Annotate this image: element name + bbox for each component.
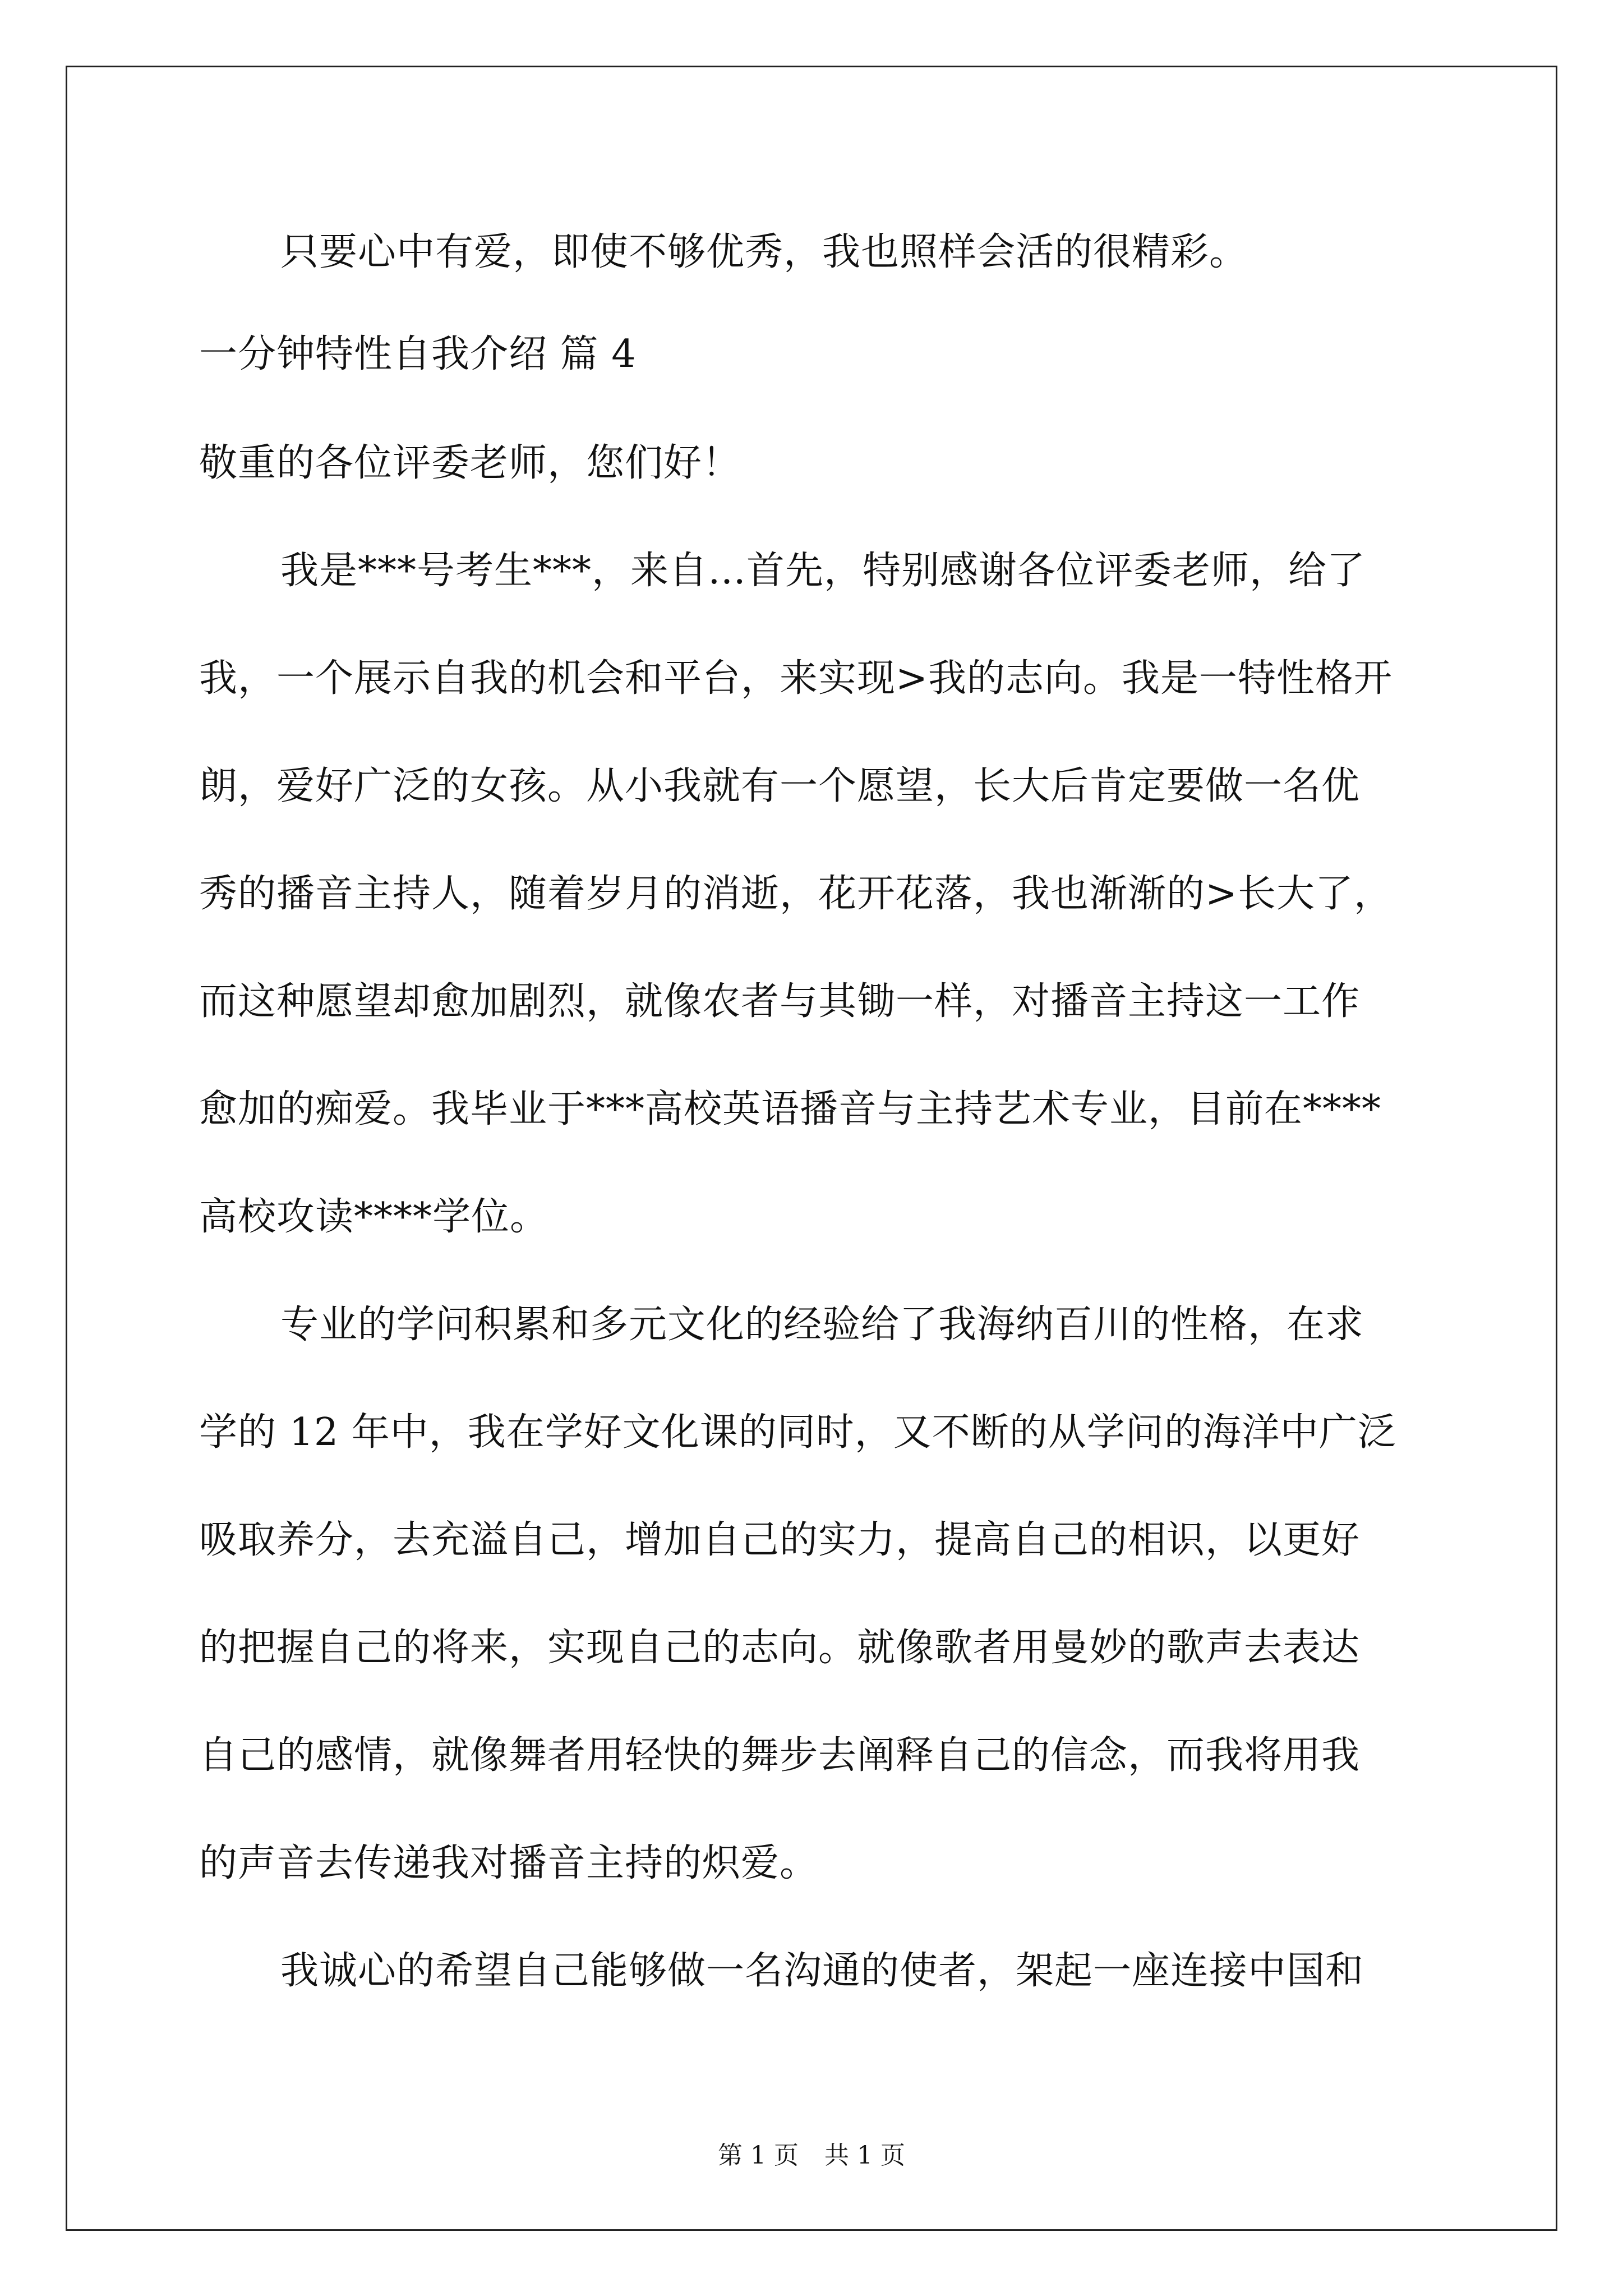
text-line-16: 的声音去传递我对播音主持的炽爱。 xyxy=(199,1841,819,1885)
page-footer xyxy=(0,2140,1623,2171)
page-border xyxy=(66,66,1557,2231)
text-line-17: 我诚心的希望自己能够做一名沟通的使者，架起一座连接中国和 xyxy=(280,1949,1364,1993)
section-heading: 一分钟特性自我介绍 篇 4 xyxy=(199,332,637,376)
text-line-8: 而这种愿望却愈加剧烈，就像农者与其锄一样，对播音主持这一工作 xyxy=(199,979,1361,1024)
text-line-4: 我是***号考生***，来自…首先，特别感谢各位评委老师，给了 xyxy=(280,549,1366,593)
page-total: 共 1 页 xyxy=(824,2141,905,2170)
text-line-10: 高校攻读****学位。 xyxy=(199,1195,549,1239)
text-line-5: 我，一个展示自我的机会和平台，来实现>我的志向。我是一特性格开 xyxy=(199,656,1393,701)
text-line-14: 的把握自己的将来，实现自己的志向。就像歌者用曼妙的歌声去表达 xyxy=(199,1626,1361,1670)
salutation: 敬重的各位评委老师，您们好！ xyxy=(199,441,741,485)
text-line-7: 秀的播音主持人，随着岁月的消逝，花开花落，我也渐渐的>长大了， xyxy=(199,872,1393,916)
text-line-11: 专业的学问积累和多元文化的经验给了我海纳百川的性格，在求 xyxy=(280,1303,1364,1347)
text-line-12: 学的 12 年中，我在学好文化课的同时，又不断的从学问的海洋中广泛 xyxy=(199,1410,1396,1455)
text-line-9: 愈加的痴爱。我毕业于***高校英语播音与主持艺术专业，目前在**** xyxy=(199,1087,1382,1131)
page-number: 第 1 页 xyxy=(718,2141,799,2170)
text-line-1: 只要心中有爱，即使不够优秀，我也照样会活的很精彩。 xyxy=(280,230,1248,274)
text-line-13: 吸取养分，去充溢自己，增加自己的实力，提高自己的相识，以更好 xyxy=(199,1518,1361,1562)
text-line-15: 自己的感情，就像舞者用轻快的舞步去阐释自己的信念，而我将用我 xyxy=(199,1733,1361,1778)
text-line-6: 朗，爱好广泛的女孩。从小我就有一个愿望，长大后肯定要做一名优 xyxy=(199,764,1361,808)
